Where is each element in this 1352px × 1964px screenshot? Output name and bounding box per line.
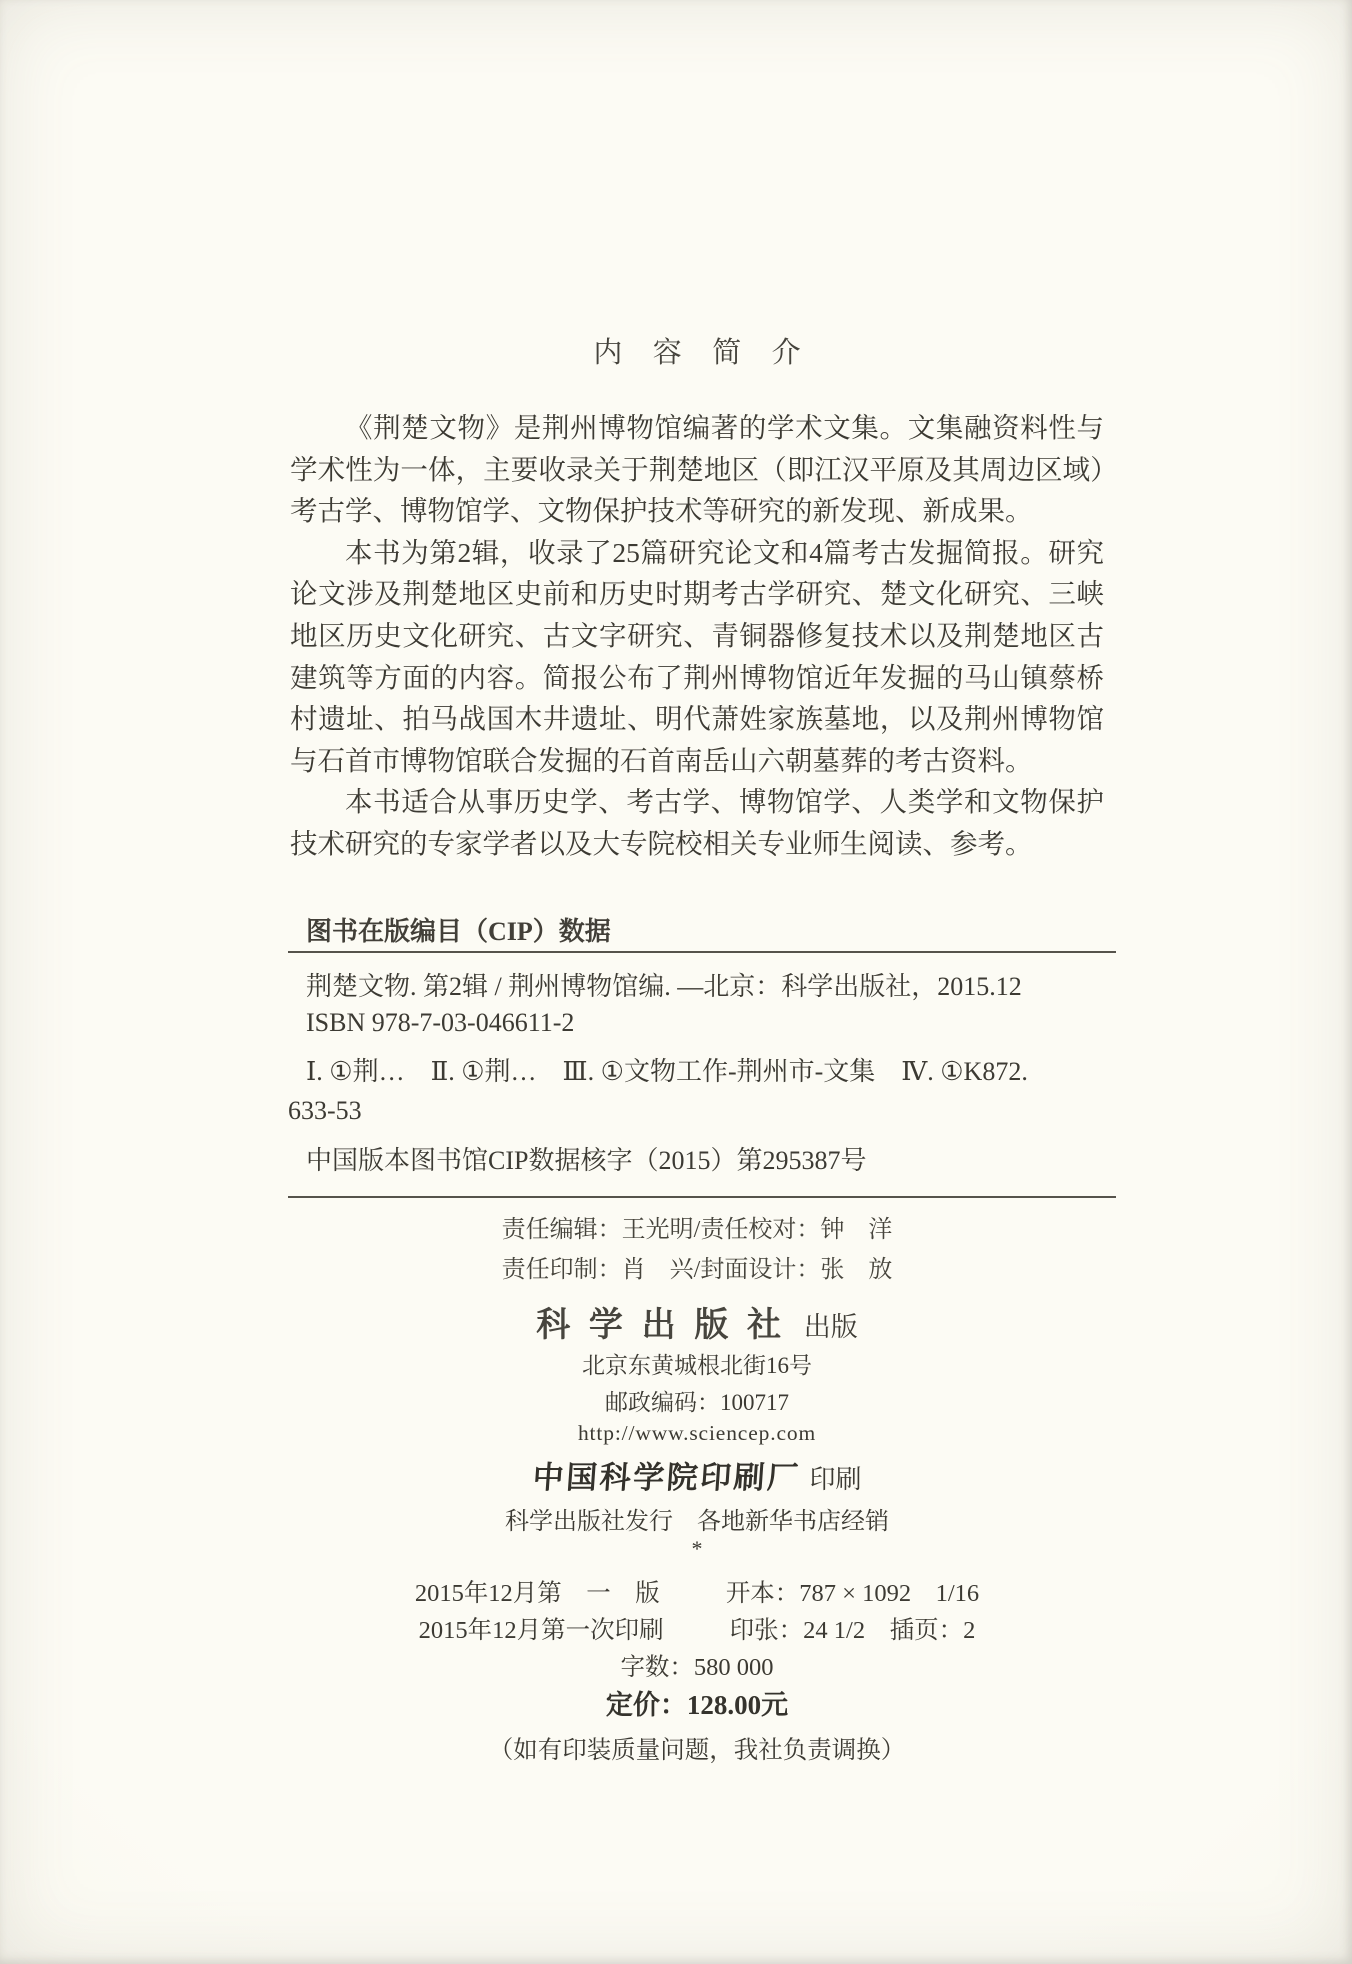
cip-classification-continued: 633-53 [288,1096,362,1125]
printing-date: 2015年12月第一次印刷 [418,1617,664,1644]
edition-line-1 [290,1574,1104,1609]
cip-heading: 图书在版编目（CIP）数据 [306,917,611,946]
distribution-line: 科学出版社发行 各地新华书店经销 [505,1509,889,1535]
edition-line-2 [290,1611,1104,1646]
edition-date: 2015年12月第 一 版 [414,1580,660,1607]
cip-registry-number: 中国版本图书馆CIP数据核字（2015）第295387号 [306,1146,867,1175]
publisher-website: http://www.sciencep.com [577,1421,817,1445]
quality-note: （如有印装质量问题，我社负责调换） [488,1737,906,1764]
price: 定价：128.00元 [605,1690,789,1720]
cip-rule-bottom [288,1196,1116,1198]
intro-paragraph: 《荆楚文物》是荆州博物馆编著的学术文集。文集融资料性与学术性为一体，主要收录关于荆楚地区（即江汉平原及其周边区域）考古学、博物馆学、文物保护技术等研究的新发现、新成果。 [290,412,1104,527]
format-spec: 开本：787 × 1092 1/16 [725,1580,980,1607]
printer-suffix: 印刷 [809,1465,862,1494]
intro-paragraph: 本书为第2辑，收录了25篇研究论文和4篇考古发掘简报。研究论文涉及荆楚地区史前和历史时期考古学研究、楚文化研究、三峡地区历史文化研究、古文字研究、青铜器修复技术以及荆楚地区古建筑等方面的内容。简报公布了荆州博物馆近年发掘的马山镇蔡桥村遗址、拍马战国木井遗址、明代萧姓家族墓地，以及荆州博物馆与石首市博物馆联合发掘的石首南岳山六朝墓葬的考古资料。 [290,536,1104,776]
page-title: 内容简介 [593,337,832,369]
publisher-line [290,1297,1104,1346]
cip-rule-top [288,951,1116,953]
separator-star: * [691,1536,703,1561]
cip-entry-line: 荆楚文物. 第2辑 / 荆州博物馆编. —北京：科学出版社，2015.12 [306,972,1022,1001]
cip-classification: Ⅰ. ①荆… Ⅱ. ①荆… Ⅲ. ①文物工作-荆州市-文集 Ⅳ. ①K872. [306,1057,1028,1086]
credits-design: 责任印制：肖 兴/封面设计：张 放 [501,1257,893,1283]
printer-name: 中国科学院印刷厂 [531,1460,802,1495]
publisher-address: 北京东黄城根北街16号 [582,1353,812,1378]
credits-editors: 责任编辑：王光明/责任校对：钟 洋 [501,1217,893,1243]
publisher-postcode: 邮政编码：100717 [605,1390,789,1415]
intro-paragraph: 本书适合从事历史学、考古学、博物馆学、人类学和文物保护技术研究的专家学者以及大专院校相关专业师生阅读、参考。 [290,786,1104,859]
intro-section [290,407,1104,865]
cip-isbn: ISBN 978-7-03-046611-2 [306,1008,575,1037]
publisher-name-suffix: 出版 [803,1312,858,1342]
publisher-name: 科学出版社 [536,1307,800,1344]
sheets-spec: 印张：24 1/2 插页：2 [729,1617,976,1644]
word-count: 字数：580 000 [620,1654,774,1681]
printer-line [290,1452,1104,1497]
